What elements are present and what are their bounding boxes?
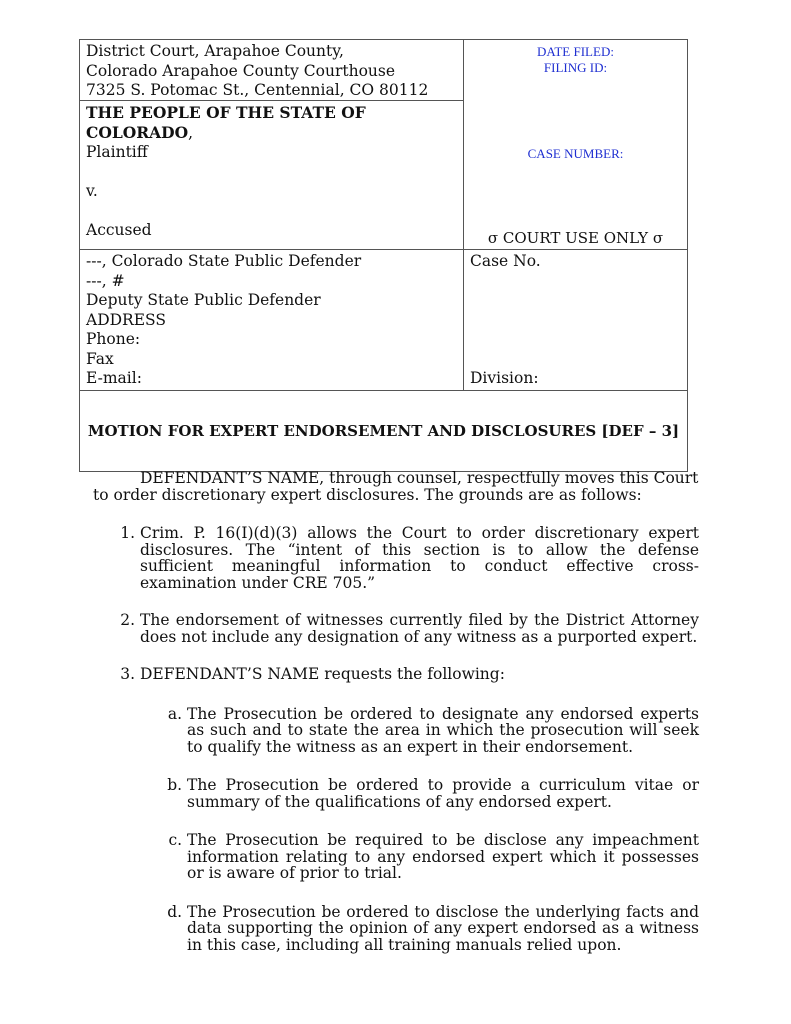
list-item [187, 904, 699, 954]
ground-2-text: The endorsement of witnesses currently filed by the District Attorney does not include any designation of any witness as a purported expert. [140, 611, 699, 646]
caption-right-column [464, 40, 687, 249]
request-d-text: The Prosecution be ordered to disclose the underlying facts and data supporting the opinion of any expert endorsed as a witness in this case, including all training manuals relied upon. [187, 902, 699, 954]
requests-list [140, 706, 699, 954]
court-info [80, 40, 463, 101]
list-item [187, 777, 699, 810]
request-c-text: The Prosecution be required to be disclose any impeachment information relating to any endorsed expert which it possesses or is aware of prior to trial. [187, 831, 699, 882]
spacer [86, 202, 457, 222]
plaintiff-name-line-2 [86, 123, 457, 144]
caption-title-row [80, 391, 687, 471]
court-use-only-label: σ COURT USE ONLY σ [487, 229, 664, 247]
motion-body [93, 470, 699, 975]
case-caption [79, 39, 688, 472]
accused-label: Accused [86, 221, 152, 239]
case-number-label: CASE NUMBER: [527, 146, 624, 161]
versus-label: v. [86, 182, 98, 200]
caption-left-column [80, 40, 464, 249]
list-item [140, 612, 699, 645]
parties-info [80, 101, 463, 243]
list-item [187, 706, 699, 756]
case-details [464, 250, 687, 390]
spacer [86, 163, 457, 183]
plaintiff-name-line-1: THE PEOPLE OF THE STATE OF [86, 103, 366, 122]
division-label: Division: [470, 368, 539, 387]
ground-3-text: DEFENDANT’S NAME requests the following: [140, 665, 505, 683]
attorney-line-5: Phone: [86, 330, 141, 348]
attorney-line-7: E-mail: [86, 369, 142, 387]
request-b-text: The Prosecution be ordered to provide a curriculum vitae or summary of the qualifications of any endorsed expert. [187, 776, 699, 811]
grounds-list [93, 525, 699, 953]
court-line-2: Colorado Arapahoe County Courthouse [86, 61, 396, 80]
court-line-3: 7325 S. Potomac St., Centennial, CO 80112 [86, 81, 429, 99]
attorney-line-3: Deputy State Public Defender [86, 291, 321, 309]
motion-title: MOTION FOR EXPERT ENDORSEMENT AND DISCLOSURES [DEF – 3] [87, 422, 680, 440]
ground-1-text: Crim. P. 16(I)(d)(3) allows the Court to order discretionary expert disclosures. The “intent of this section is to allow the defense sufficient meaningful information to conduct effective cross-examination under CRE 705.” [140, 524, 699, 592]
plaintiff-name-state: COLORADO [86, 122, 189, 142]
attorney-line-2: ---, # [86, 271, 125, 290]
case-no-label: Case No. [470, 252, 541, 270]
caption-attorney-row [80, 250, 687, 391]
list-item [187, 832, 699, 882]
list-item [140, 666, 699, 953]
intro-paragraph: DEFENDANT’S NAME, through counsel, respectfully moves this Court to order discretionary expert disclosures. The grounds are as follows: [93, 469, 699, 504]
attorney-line-6: Fax [86, 349, 114, 368]
filing-id-label: FILING ID: [543, 60, 608, 75]
attorney-line-4: ADDRESS [86, 310, 166, 329]
list-item [140, 525, 699, 591]
plaintiff-label: Plaintiff [86, 143, 148, 161]
caption-top-row [80, 40, 687, 250]
request-a-text: The Prosecution be ordered to designate any endorsed experts as such and to state the area in which the prosecution will seek to qualify the witness as an expert in their endorsement. [187, 704, 699, 756]
attorney-info [80, 250, 464, 390]
attorney-line-1: ---, Colorado State Public Defender [86, 252, 362, 270]
court-line-1: District Court, Arapahoe County, [86, 42, 344, 60]
date-filed-label: DATE FILED: [537, 44, 614, 59]
plaintiff-comma: , [188, 123, 194, 142]
